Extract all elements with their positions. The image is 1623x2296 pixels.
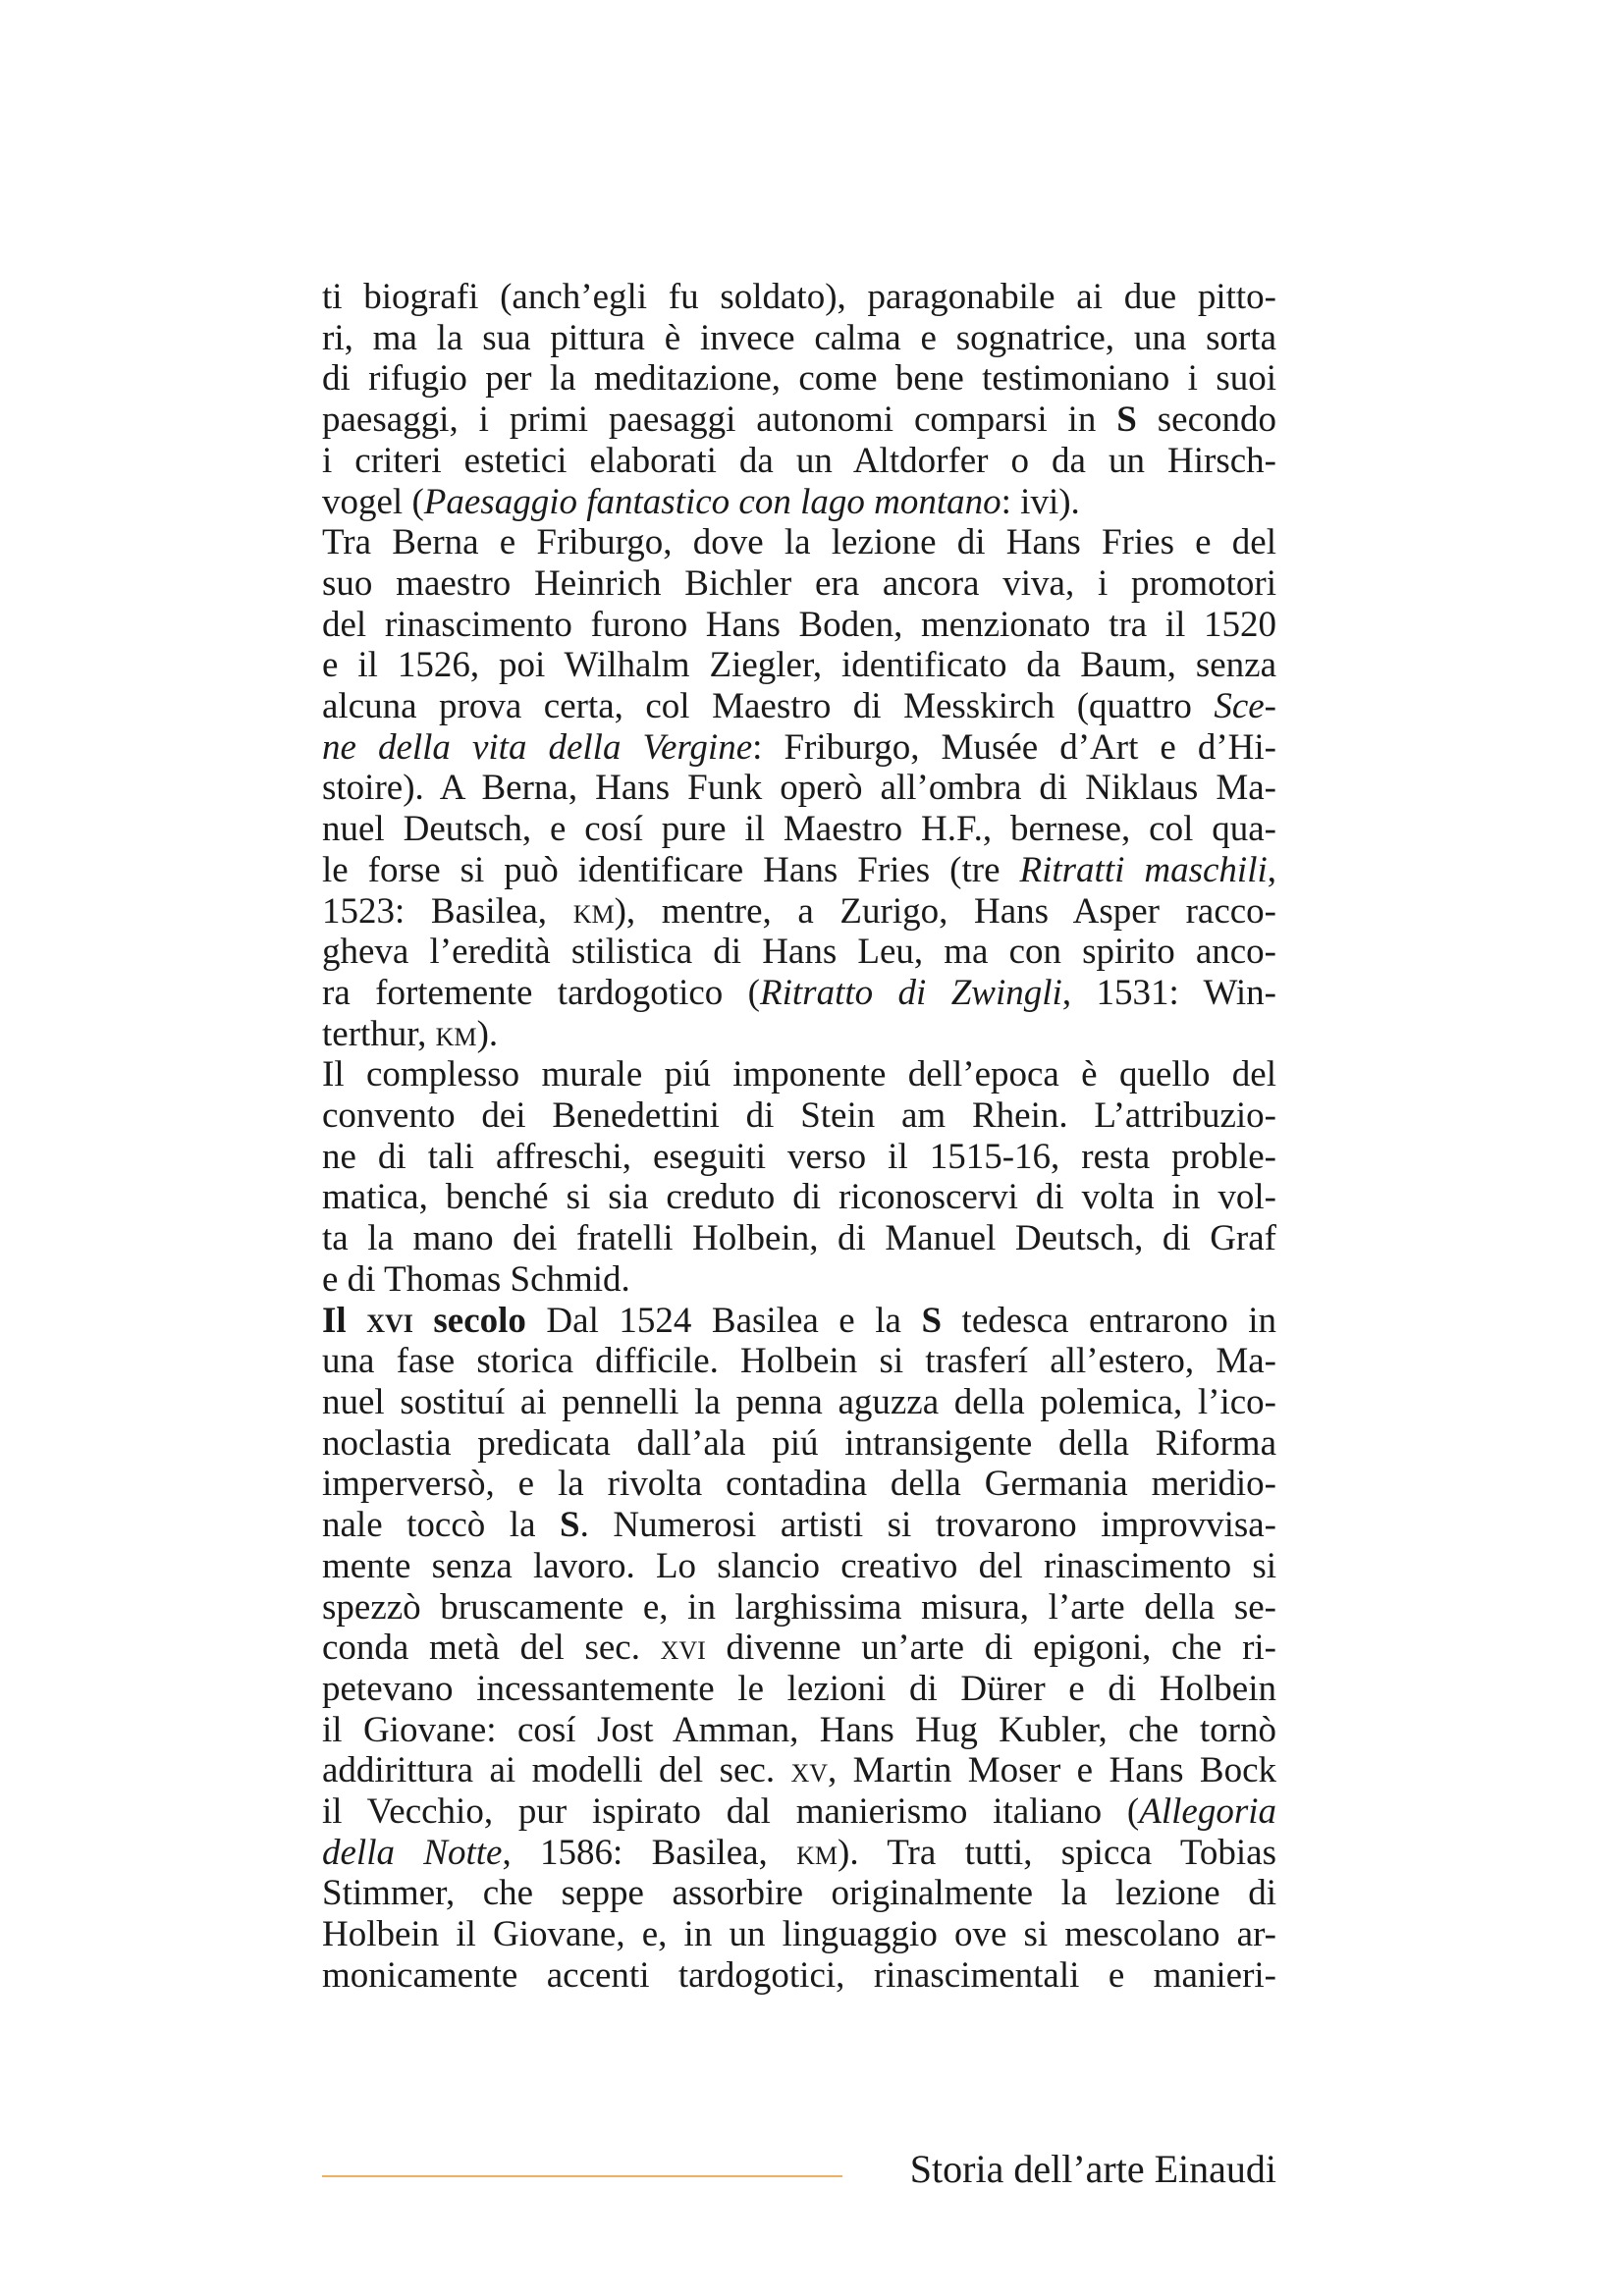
text-run: matica, benché si sia creduto di riconoscervi di volta in vol- [322, 1177, 1276, 1218]
text-line [322, 645, 1276, 686]
text-run: Sce- [1214, 686, 1276, 727]
text-run: Tra Berna e Friburgo, dove la lezione di Hans Fries e del [322, 522, 1276, 563]
text-run: ra fortemente tardogotico ( [322, 972, 761, 1013]
text-line [322, 1710, 1276, 1751]
text-run: Allegoria [1139, 1791, 1276, 1833]
text-run: alcuna prova certa, col Maestro di Messkirch (quattro [322, 686, 1215, 727]
text-line [322, 850, 1276, 891]
text-run: xvi [660, 1628, 706, 1669]
text-run: stoire). A Berna, Hans Funk operò all’ombra di Niklaus Ma- [322, 768, 1276, 809]
text-run: km [572, 890, 615, 932]
text-run: convento dei Benedettini di Stein am Rhein. L’attribuzio- [322, 1095, 1276, 1137]
text-line [322, 522, 1276, 563]
text-line [322, 1669, 1276, 1710]
text-line [322, 1546, 1276, 1587]
text-run: ne di tali affreschi, eseguiti verso il 1515-16, resta proble- [322, 1136, 1276, 1177]
text-run: divenne un’arte di epigoni, che ri- [705, 1628, 1276, 1669]
text-line [322, 1137, 1276, 1178]
text-line [322, 1341, 1276, 1382]
text-run: Dal 1524 Basilea e la [525, 1300, 922, 1341]
text-line [322, 1628, 1276, 1669]
text-run: una fase storica difficile. Holbein si trasferí all’estero, Ma- [322, 1341, 1276, 1382]
text-run: tedesca entrarono in [942, 1300, 1277, 1341]
text-run: secondo [1136, 400, 1276, 441]
text-line [322, 809, 1276, 850]
text-line [322, 1218, 1276, 1259]
text-run: xv [790, 1750, 829, 1791]
text-run: nuel sostituí ai pennelli la penna aguzza della polemica, l’ico- [322, 1381, 1276, 1422]
text-run: S [921, 1300, 943, 1341]
text-run: : ivi). [1001, 481, 1080, 522]
text-run: Paesaggio fantastico con lago montano [423, 481, 1001, 522]
text-run: ). Tra tutti, spicca Tobias [838, 1832, 1276, 1873]
text-run: S [560, 1505, 580, 1546]
text-run: , [1267, 849, 1277, 890]
text-run: di rifugio per la meditazione, come bene testimoniano i suoi [322, 358, 1276, 400]
text-line [322, 1833, 1276, 1874]
body-text [322, 277, 1276, 1997]
text-run: spezzò bruscamente e, in larghissima misura, l’arte della se- [322, 1586, 1276, 1628]
text-run: della Notte [322, 1832, 503, 1873]
text-line [322, 1423, 1276, 1465]
text-run: petevano incessantemente le lezioni di Dürer e di Holbein [322, 1668, 1276, 1709]
text-line [322, 441, 1276, 482]
text-run: Il complesso murale piú imponente dell’epoca è quello del [322, 1054, 1276, 1095]
text-run: , 1586: Basilea, [502, 1832, 797, 1873]
text-line [322, 400, 1276, 441]
text-line [322, 1054, 1276, 1095]
text-line [322, 1914, 1276, 1955]
text-run: addirittura ai modelli del sec. [322, 1750, 791, 1791]
text-run: mente senza lavoro. Lo slancio creativo del rinascimento si [322, 1545, 1276, 1586]
text-run: gheva l’eredità stilistica di Hans Leu, ma con spirito anco- [322, 932, 1276, 973]
text-run: imperversò, e la rivolta contadina della Germania meridio- [322, 1464, 1276, 1505]
text-run: km [796, 1832, 839, 1873]
text-run: : Friburgo, Musée d’Art e d’Hi- [752, 726, 1276, 768]
text-run: ), mentre, a Zurigo, Hans Asper racco- [614, 890, 1277, 932]
text-line [322, 1750, 1276, 1791]
text-run: secolo [412, 1300, 526, 1341]
text-run: Ritratto di Zwingli [760, 972, 1062, 1013]
text-line [322, 1791, 1276, 1833]
text-run: nuel Deutsch, e cosí pure il Maestro H.F., bernese, col qua- [322, 809, 1276, 850]
text-line [322, 1587, 1276, 1629]
footer-title: Storia dell’arte Einaudi [909, 2147, 1276, 2191]
text-run: il Giovane: cosí Jost Amman, Hans Hug Kubler, che tornò [322, 1709, 1276, 1750]
text-run: terthur, [322, 1013, 436, 1054]
text-line [322, 1095, 1276, 1137]
text-run: il Vecchio, pur ispirato dal manierismo italiano ( [322, 1791, 1140, 1833]
text-line [322, 1464, 1276, 1505]
text-line [322, 1873, 1276, 1914]
text-line [322, 1259, 1276, 1301]
text-run: 1523: Basilea, [322, 890, 573, 932]
text-line [322, 768, 1276, 809]
text-run: . Numerosi artisti si trovarono improvvisa- [579, 1505, 1276, 1546]
text-line [322, 973, 1276, 1014]
text-line [322, 563, 1276, 605]
text-line [322, 1382, 1276, 1423]
text-line [322, 727, 1276, 769]
text-run: i criteri estetici elaborati da un Altdorfer o da un Hirsch- [322, 440, 1276, 481]
text-run: Il [322, 1300, 367, 1341]
text-line [322, 277, 1276, 318]
text-run: ne della vita della Vergine [322, 726, 753, 768]
text-run: S [1116, 400, 1137, 441]
text-run: del rinascimento furono Hans Boden, menzionato tra il 1520 [322, 604, 1276, 645]
text-run: xvi [366, 1300, 413, 1341]
text-run: km [435, 1013, 477, 1054]
text-run: nale toccò la [322, 1505, 561, 1546]
text-run: vogel ( [322, 481, 424, 522]
text-line [322, 1177, 1276, 1218]
text-run: , 1531: Win- [1061, 972, 1277, 1013]
text-run: e il 1526, poi Wilhalm Ziegler, identificato da Baum, senza [322, 645, 1276, 686]
text-line [322, 1955, 1276, 1997]
text-line [322, 891, 1276, 933]
text-run: Stimmer, che seppe assorbire originalmente la lezione di [322, 1873, 1276, 1914]
text-run: le forse si può identificare Hans Fries (tre [322, 849, 1020, 890]
text-line [322, 605, 1276, 646]
text-line [322, 1301, 1276, 1342]
text-run: e di Thomas Schmid. [322, 1258, 630, 1300]
text-run: Holbein il Giovane, e, in un linguaggio ove si mescolano ar- [322, 1914, 1276, 1955]
text-run: ta la mano dei fratelli Holbein, di Manuel Deutsch, di Graf [322, 1218, 1276, 1259]
text-run: noclastia predicata dall’ala piú intransigente della Riforma [322, 1422, 1276, 1464]
footer-rule [322, 2175, 842, 2177]
text-run: suo maestro Heinrich Bichler era ancora viva, i promotori [322, 562, 1276, 604]
text-run: , Martin Moser e Hans Bock [828, 1750, 1277, 1791]
text-line [322, 358, 1276, 400]
text-line [322, 482, 1276, 523]
text-line [322, 318, 1276, 359]
text-run: ri, ma la sua pittura è invece calma e sognatrice, una sorta [322, 317, 1276, 358]
text-run: ). [476, 1013, 499, 1054]
text-line [322, 1505, 1276, 1546]
text-run: conda metà del sec. [322, 1628, 661, 1669]
text-line [322, 1014, 1276, 1055]
text-line [322, 686, 1276, 727]
text-run: paesaggi, i primi paesaggi autonomi comparsi in [322, 400, 1117, 441]
text-run: ti biografi (anch’egli fu soldato), paragonabile ai due pitto- [322, 277, 1276, 317]
text-run: monicamente accenti tardogotici, rinascimentali e manieri- [322, 1954, 1276, 1996]
text-line [322, 932, 1276, 973]
text-run: Ritratti maschili [1019, 849, 1268, 890]
